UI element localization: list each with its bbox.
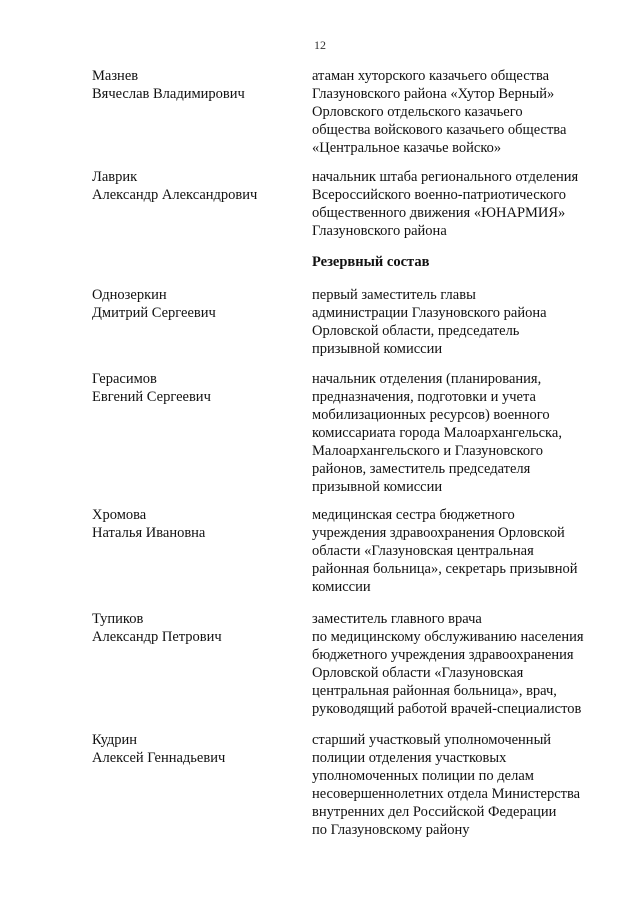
person-surname: Однозеркин	[92, 287, 167, 303]
role-line: общественного движения «ЮНАРМИЯ»	[312, 205, 566, 221]
role-line: Всероссийского военно-патриотического	[312, 187, 567, 203]
role-line: первый заместитель главы	[312, 287, 476, 303]
role-line: мобилизационных ресурсов) военного	[312, 407, 550, 423]
role-line: по Глазуновскому району	[312, 822, 470, 838]
role-line: районов, заместитель председателя	[312, 461, 531, 477]
person-role	[312, 67, 612, 157]
role-line: комиссии	[312, 579, 371, 595]
person-given-name: Алексей Геннадьевич	[92, 750, 226, 766]
person-surname: Лаврик	[92, 169, 138, 185]
person-given-name: Вячеслав Владимирович	[92, 86, 245, 102]
role-line: медицинская сестра бюджетного	[312, 507, 515, 523]
role-line: несовершеннолетних отдела Министерства	[312, 786, 581, 802]
role-line: Глазуновского района «Хутор Верный»	[312, 86, 555, 102]
person-role	[312, 731, 612, 839]
role-line: полиции отделения участковых	[312, 750, 507, 766]
role-line: бюджетного учреждения здравоохранения	[312, 647, 574, 663]
person-given-name: Евгений Сергеевич	[92, 389, 211, 405]
person-name-block	[92, 370, 292, 406]
role-line: «Центральное казачье войско»	[312, 140, 502, 156]
reserve-section-heading: Резервный состав	[312, 254, 430, 270]
person-name-block	[92, 506, 292, 542]
person-surname: Мазнев	[92, 68, 139, 84]
role-line: Малоархангельского и Глазуновского	[312, 443, 544, 459]
person-given-name: Александр Александрович	[92, 187, 258, 203]
role-line: администрации Глазуновского района	[312, 305, 547, 321]
role-line: Глазуновского района	[312, 223, 447, 239]
role-line: комиссариата города Малоархангельска,	[312, 425, 562, 441]
role-line: по медицинскому обслуживанию населения	[312, 629, 584, 645]
person-name-block	[92, 168, 292, 204]
page-number: 12	[314, 38, 326, 52]
role-line: области «Глазуновская центральная	[312, 543, 534, 559]
person-given-name: Наталья Ивановна	[92, 525, 206, 541]
person-surname: Хромова	[92, 507, 147, 523]
role-line: Орловского отдельского казачьего	[312, 104, 523, 120]
person-role	[312, 286, 612, 358]
role-line: Орловской области, председатель	[312, 323, 520, 339]
person-surname: Тупиков	[92, 611, 144, 627]
role-line: руководящий работой врачей-специалистов	[312, 701, 582, 717]
role-line: внутренних дел Российской Федерации	[312, 804, 557, 820]
person-given-name: Александр Петрович	[92, 629, 222, 645]
person-name-block	[92, 286, 292, 322]
person-name-block	[92, 610, 292, 646]
role-line: учреждения здравоохранения Орловской	[312, 525, 565, 541]
role-line: начальник отделения (планирования,	[312, 371, 542, 387]
person-surname: Герасимов	[92, 371, 157, 387]
role-line: призывной комиссии	[312, 341, 443, 357]
role-line: атаман хуторского казачьего общества	[312, 68, 550, 84]
role-line: старший участковый уполномоченный	[312, 732, 552, 748]
role-line: общества войскового казачьего общества	[312, 122, 567, 138]
role-line: начальник штаба регионального отделения	[312, 169, 579, 185]
person-name-block	[92, 731, 292, 767]
role-line: центральная районная больница», врач,	[312, 683, 557, 699]
person-name-block	[92, 67, 292, 103]
person-role	[312, 610, 612, 718]
role-line: Орловской области «Глазуновская	[312, 665, 524, 681]
person-role	[312, 168, 612, 240]
person-role	[312, 506, 612, 596]
role-line: уполномоченных полиции по делам	[312, 768, 534, 784]
role-line: районная больница», секретарь призывной	[312, 561, 578, 577]
person-role	[312, 370, 612, 496]
role-line: предназначения, подготовки и учета	[312, 389, 536, 405]
person-given-name: Дмитрий Сергеевич	[92, 305, 216, 321]
role-line: заместитель главного врача	[312, 611, 482, 627]
role-line: призывной комиссии	[312, 479, 443, 495]
person-surname: Кудрин	[92, 732, 138, 748]
